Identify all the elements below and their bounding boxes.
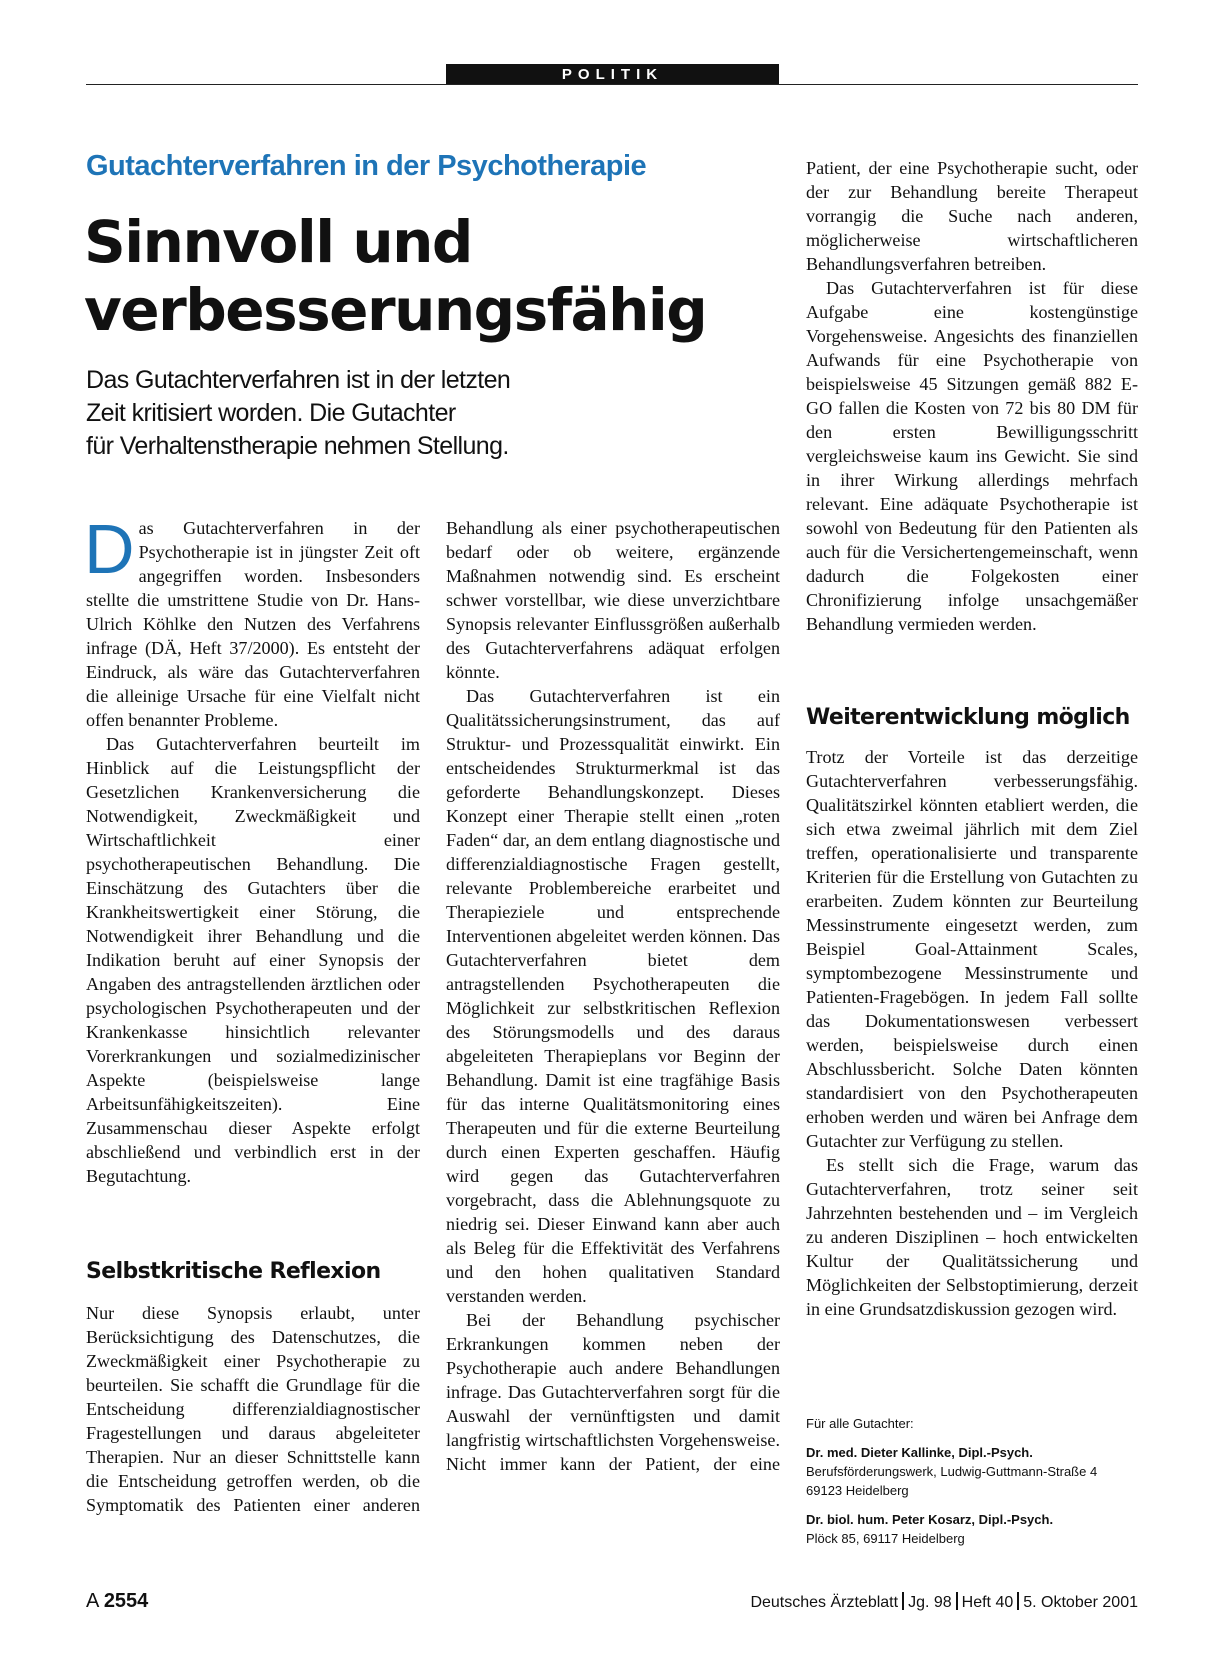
- subheading-selbstkritische-reflexion: Selbstkritische Reflexion: [86, 1259, 381, 1284]
- lead-line-1: Das Gutachterverfahren ist in der letzten: [86, 366, 511, 394]
- title-line-2: verbesserungsfähig: [84, 276, 707, 344]
- journal-name: Deutsches Ärzteblatt: [750, 1594, 899, 1611]
- author-1: [806, 1443, 1138, 1500]
- lead-line-2: Zeit kritisiert worden. Die Gutachter: [86, 399, 456, 427]
- column-3-bottom: [806, 745, 1138, 1321]
- section-label: POLITIK: [446, 64, 779, 85]
- page-footer: [86, 1590, 1138, 1614]
- paragraph-8: Es stellt sich die Frage, warum das Gutachterverfahren, trotz seiner seit Jahrzehnten bestehenden und – im Vergleich zu anderen Disziplinen – hoch entwickelten Kultur der Qualitätssicherung und Möglichkeiten der Selbstoptimierung, derzeit in eine Grundsatzdiskussion gezogen wird.: [806, 1155, 1138, 1319]
- journal-volume: Jg. 98: [908, 1594, 952, 1611]
- author-2: [806, 1510, 1138, 1548]
- contact-label: Für alle Gutachter:: [806, 1416, 914, 1431]
- title-line-1: Sinnvoll und: [84, 208, 472, 276]
- article-title: [84, 208, 784, 344]
- author-2-address-line-1: Plöck 85, 69117 Heidelberg: [806, 1531, 965, 1546]
- author-1-name: Dr. med. Dieter Kallinke, Dipl.-Psych.: [806, 1445, 1033, 1460]
- article-kicker: Gutachterverfahren in der Psychotherapie: [86, 150, 647, 182]
- separator: [902, 1592, 904, 1610]
- author-2-name: Dr. biol. hum. Peter Kosarz, Dipl.-Psych.: [806, 1512, 1054, 1527]
- paragraph-5: Bei der Behandlung psychischer Erkrankungen kommen neben der Psychotherapie auch andere Behandlungen infrage. Das Gutachterverfahren sorgt für die Auswahl der vernünftigsten und damit langfristig wirtschaftlichsten Vorgehensweise. Nicht immer kann der Patient, der eine: [446, 1310, 780, 1474]
- column-1: [84, 510, 420, 1188]
- journal-info: [750, 1592, 1138, 1612]
- journal-date: 5. Oktober 2001: [1023, 1594, 1138, 1611]
- column-1-bottom: [86, 1301, 420, 1517]
- paragraph-2: Das Gutachterverfahren beurteilt im Hinblick auf die Leistungspflicht der Gesetzlichen Krankenversicherung die Notwendigkeit, Zweckmäßigkeit und Wirtschaftlichkeit einer psychotherapeutischen Behandlung. Die Einschätzung des Gutachters über die Krankheitswertigkeit einer Störung, die Notwendigkeit ihrer Behandlung und die Indikation beruht auf einer Synopsis der Angaben des antragstellenden ärztlichen oder psychologischen Psychotherapeuten und der Krankenkasse hinsichtlich relevanter Vorerkrankungen und sozialmedizinischer Aspekte (beispielsweise lange Arbeitsunfähigkeitszeiten). Eine Zusammenschau dieser Aspekte erfolgt abschließend und verbindlich erst in der Begutachtung.: [86, 734, 420, 1186]
- author-1-address-line-2: 69123 Heidelberg: [806, 1483, 909, 1498]
- subheading-weiterentwicklung: Weiterentwicklung möglich: [806, 705, 1130, 730]
- column-3: [806, 156, 1138, 636]
- paragraph-4: Das Gutachterverfahren ist ein Qualitätssicherungsinstrument, das auf Struktur- und Prozessqualität einwirkt. Ein entscheidendes Strukturmerkmal ist das geforderte Behandlungskonzept. Dieses Konzept einer Therapie stellt einen „roten Faden“ dar, an dem entlang diagnostische und differenzialdiagnostische Fragen gestellt, relevante Problembereiche erarbeitet und Therapieziele und entsprechende Interventionen abgeleitet werden können. Das Gutachterverfahren bietet dem antragstellenden Psychotherapeuten die Möglichkeit zur selbstkritischen Reflexion des Störungsmodells und des daraus abgeleiteten Therapieplans vor Beginn der Behandlung. Damit ist eine tragfähige Basis für das interne Qualitätsmonitoring eines Therapeuten und für die externe Beurteilung durch einen Experten geschaffen. Häufig wird gegen das Gutachterverfahren vorgebracht, dass die Ablehnungsquote zu niedrig sei. Dieser Einwand kann aber auch als Beleg für die Effektivität des Verfahrens und den hohen qualitativen Standard verstanden werden.: [446, 686, 780, 1306]
- paragraph-5-continued: Patient, der eine Psychotherapie sucht, oder der zur Behandlung bereite Therapeut vorrangig die Suche nach anderen, möglicherweise wirtschaftlicheren Behandlungsverfahren betreiben.: [806, 158, 1138, 274]
- paragraph-3: Nur diese Synopsis erlaubt, unter Berücksichtigung des Datenschutzes, die Zweckmäßigkeit einer Psychotherapie zu beurteilen. Sie schafft die Grundlage für die Entscheidung differenzialdiagnostischer Fragestellungen und daraus abgeleiteter Therapien. Nur an dieser Schnittstelle kann die Entscheidung getroffen werden, ob die Symptomatik des Patienten einer anderen: [86, 1303, 420, 1515]
- paragraph-3-continued: Behandlung als einer psychotherapeutischen bedarf oder ob weitere, ergänzende Maßnahmen notwendig sind. Es erscheint schwer vorstellbar, wie diese unverzichtbare Synopsis relevanter Einflussgrößen außerhalb des Gutachterverfahrens adäquat erfolgen könnte.: [446, 518, 780, 682]
- lead-line-3: für Verhaltenstherapie nehmen Stellung.: [86, 432, 509, 460]
- drop-cap: D: [84, 510, 135, 588]
- journal-issue: Heft 40: [961, 1594, 1014, 1611]
- paragraph-7: Trotz der Vorteile ist das derzeitige Gutachterverfahren verbesserungsfähig. Qualitätszirkel könnten etabliert werden, die sich etwa zweimal jährlich mit dem Ziel treffen, operationalisierte und transparente Kriterien für die Erstellung von Gutachten zu erarbeiten. Zudem könnten zur Beurteilung Messinstrumente eingesetzt werden, zum Beispiel Goal-Attainment Scales, symptombezogene Messinstrumente und Patienten-Fragebögen. In jedem Fall sollte das Dokumentationswesen verbessert werden, beispielsweise durch einen Abschlussbericht. Solche Daten könnten standardisiert von den Psychotherapeuten erhoben werden und wären bei Anfrage dem Gutachter zur Verfügung zu stellen.: [806, 747, 1138, 1151]
- paragraph-1: Das Gutachterverfahren in der Psychotherapie ist in jüngster Zeit oft angegriffen worden. Insbesonders stellte die umstrittene Studie von Dr. Hans-Ulrich Köhlke den Nutzen des Verfahrens infrage (DÄ, Heft 37/2000). Es entsteht der Eindruck, als wäre das Gutachterverfahren die alleinige Ursache für eine Vielfalt nicht offen benannter Probleme.: [84, 510, 420, 730]
- separator: [956, 1592, 958, 1610]
- author-1-address-line-1: Berufsförderungswerk, Ludwig-Guttmann-Straße 4: [806, 1464, 1098, 1479]
- separator: [1017, 1592, 1019, 1610]
- author-contact: [806, 1414, 1138, 1558]
- paragraph-6: Das Gutachterverfahren ist für diese Aufgabe eine kostengünstige Vorgehensweise. Angesichts des finanziellen Aufwands für eine Psychotherapie von beispielsweise 45 Sitzungen gemäß 882 E-GO fallen die Kosten von 72 bis 80 DM für den ersten Bewilligungsschritt vergleichsweise kaum ins Gewicht. Sie sind in ihrer Wirkung allerdings mehrfach relevant. Eine adäquate Psychotherapie ist sowohl von Bedeutung für den Patienten als auch für die Versichertengemeinschaft, wenn dadurch die Folgekosten einer Chronifizierung infolge unsachgemäßer Behandlung vermieden werden.: [806, 278, 1138, 634]
- header-rule: [86, 84, 1138, 85]
- column-2: [446, 516, 780, 1476]
- page-number: A 2554: [86, 1590, 149, 1612]
- article-lead: [86, 364, 686, 463]
